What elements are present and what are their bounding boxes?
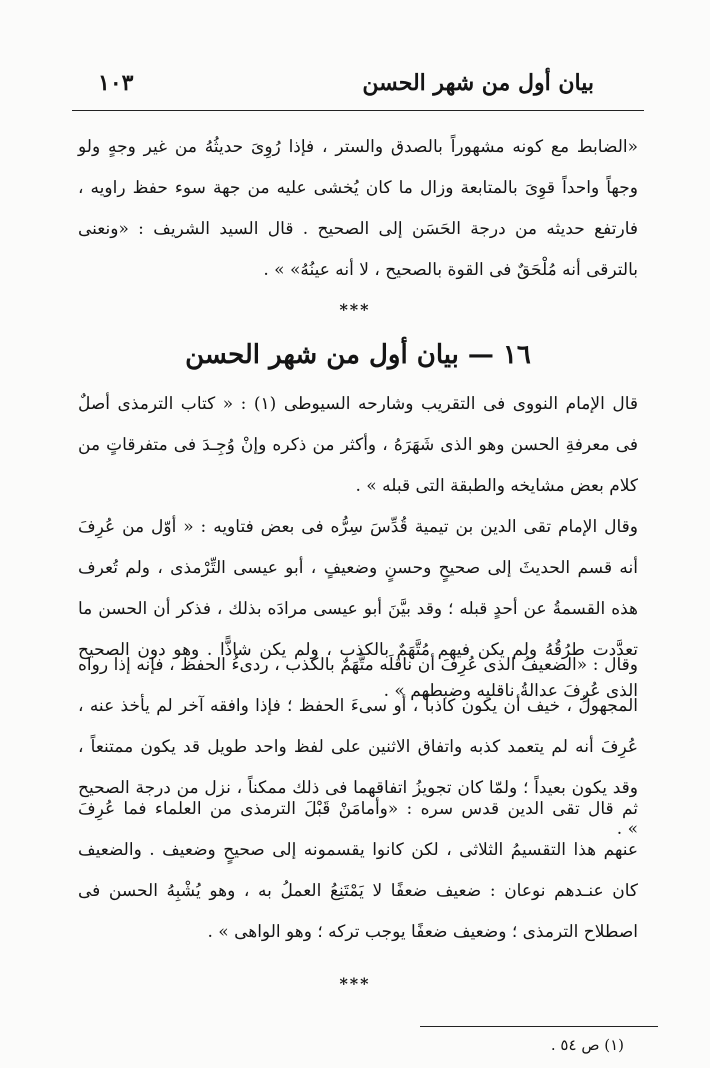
- section-separator-stars: ***: [339, 300, 371, 319]
- section-heading: ١٦ — بيان أول من شهر الحسن: [185, 340, 531, 370]
- header-rule: [72, 110, 644, 111]
- page-number: ١٠٣: [98, 70, 134, 96]
- footnote-rule: [420, 1026, 658, 1027]
- running-title: بيان أول من شهر الحسن: [362, 70, 594, 96]
- end-separator-stars: ***: [339, 974, 371, 993]
- page-header: [72, 60, 644, 100]
- paragraph-5: ثم قال تقى الدين قدس سره : «وأمامَنْ قَبْلَ الترمذى من العلماء فما عُرِفَ عنهم هذا التقسيمُ الثلاثى ، لكن كانوا يقسمونه إلى صحيحٍ وضعيف . والضعيف كان عنـدهم نوعان : ضعيف ضعفًا لا يَمْتَنِعُ العملُ به ، وهو يُشْبِهُ الحسن فى اصطلاح الترمذى ؛ وضعيف ضعفًا يوجب تركه ؛ وهو الواهى » .: [78, 799, 638, 942]
- paragraph-2: قال الإمام النووى فى التقريب وشارحه السيوطى (١) : « كتاب الترمذى أصلٌ فى معرفةِ الحسن وهو الذى شَهَرَهُ ، وأكثر من ذكره وإنْ وُجِـدَ فى متفرقاتٍ من كلام بعض مشايخه والطبقة التى قبله » .: [78, 394, 639, 496]
- footnote: (١) ص ٥٤ .: [550, 1036, 624, 1054]
- paragraph-1: «الضابط مع كونه مشهوراً بالصدق والستر ، فإذا رُوِىَ حديثُهُ من غير وجهٍ ولو وجهاً واحداً قوِىَ بالمتابعة وزال ما كان يُخشى عليه من جهة سوء حفظ راويه ، فارتفع حديثه من درجة الحَسَن إلى الصحيح . قال السيد الشريف : «ونعنى بالترقى أنه مُلْحَقٌ فى القوة بالصحيح ، لا أنه عينُهُ» » .: [78, 137, 638, 280]
- paragraph-4: وقال : «الضعيفُ الذى عُرِفَ أن ناقلَه متَّهَمٌ بالكذب ، ردىءُ الحفظ ، فإنه إذا رواه المجهولُ ، خيف أن يكون كاذباً ، أو سىءَ الحفظ ؛ فإذا وافقه آخر لم يأخذ عنه ، عُرِفَ أنه لم يتعمد كذبه واتفاق الاثنين على لفظ واحد طويل قد يكون ممتنعاً ، وقد يكون بعيداً ؛ ولمّا كان تجويزُ اتفاقهما فى ذلك ممكناً ، نزل من درجة الصحيح » .: [78, 655, 638, 839]
- paragraph-3: وقال الإمام تقى الدين بن تيمية قُدِّسَ سِرُّه فى بعض فتاويه : « أوّل من عُرِفَ أنه قسم الحديثَ إلى صحيحٍ وحسنٍ وضعيفٍ ، أبو عيسى التِّرْمذى ، ولم تُعرف هذه القسمةُ عن أحدٍ قبله ؛ وقد بيَّنَ أبو عيسى مرادَه بذلك ، فذكر أن الحسن ما تعدَّدت طرُقُهُ ولم يكن فيهم مُتَّهَمٌ بالكذب ، ولم يكن شاذًّا . وهو دون الصحيح الذى عُرِفَ عدالةُ ناقليه وضبطهم » .: [78, 517, 638, 701]
